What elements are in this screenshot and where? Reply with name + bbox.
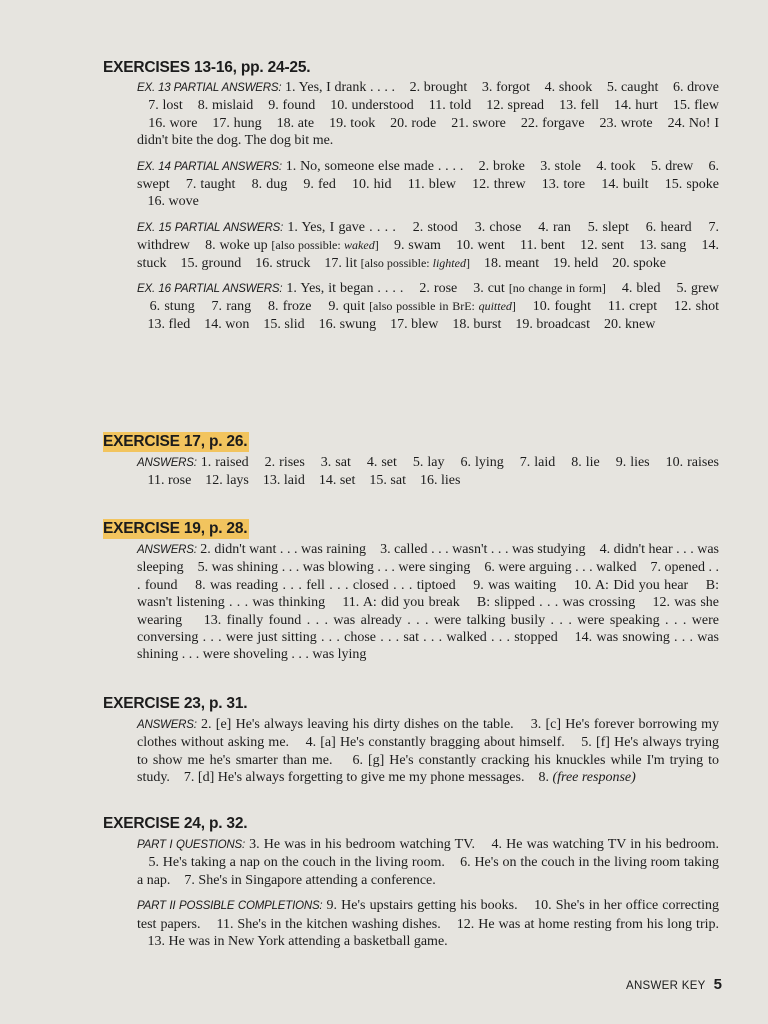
answer-lead: PART I QUESTIONS: [137, 839, 245, 851]
answer-segment: 10. fought 11. crept 12. shot 13. fled 14. won 15. slid 16. swung 17. blew 18. burst 19. broadcast 20. knew [137, 299, 719, 332]
answer-text [137, 542, 719, 662]
page-footer [0, 976, 722, 994]
answer-segment: [also possible in BrE: [369, 299, 479, 314]
answer-block [137, 541, 719, 664]
answer-lead: ANSWERS: [137, 719, 197, 731]
section-exercise-23 [103, 694, 719, 787]
answer-segment: 3. He was in his bedroom watching TV. 4. He was watching TV in his bedroom. 5. He's taking a nap on the couch in the living room. 6. He's on the couch in the living room taking a nap. 7. She's in Singapore attending a conference. [137, 837, 720, 888]
answer-segment: waked [344, 238, 375, 253]
section-heading: EXERCISE 19, p. 28. [103, 520, 248, 537]
answer-segment: 1. No, someone else made . . . . 2. broke 3. stole 4. took 5. drew 6. swept 7. taught 8. dug 9. fed 10. hid 11. blew 12. threw 13. tore 14. built 15. spoke 16. wove [137, 158, 720, 210]
answer-lead: PART II POSSIBLE COMPLETIONS: [137, 900, 323, 913]
answer-segment: ] [374, 238, 379, 253]
answer-block [137, 836, 719, 889]
answer-segment: 1. Yes, it began . . . . 2. rose 3. cut [286, 281, 509, 297]
answer-segment: quitted [478, 299, 512, 314]
answer-segment: 1. Yes, I drank . . . . 2. brought 3. forgot 4. shook 5. caught 6. drove 7. lost 8. mislaid 9. found 10. understood 11. told 12. spread 13. fell 14. hurt 15. flew 16. wore 17. hung 18. ate 19. took 20. rode 21. swore 22. forgave 23. wrote 24. No! I didn't bite the dog. The dog bit me. [137, 80, 720, 149]
page-number: 5 [713, 976, 722, 993]
section-exercise-24 [103, 814, 719, 950]
section-exercise-17 [103, 432, 719, 490]
footer-label: ANSWER KEY [625, 980, 706, 992]
answer-text [137, 455, 719, 488]
answer-segment: 18. meant 19. held 20. spoke [469, 255, 666, 271]
answer-segment: [also possible: [360, 255, 433, 270]
answer-segment: lighted [432, 255, 466, 270]
answer-segment: 9. swam 10. went 11. bent 12. sent 13. sang 14. stuck 15. ground 16. struck 17. lit [137, 238, 719, 271]
section-heading: EXERCISE 17, p. 26. [103, 433, 248, 450]
answer-block [137, 280, 719, 333]
answer-segment: 2. [e] He's always leaving his dirty dishes on the table. 3. [c] He's forever borrowing my clothes without asking me. 4. [a] He's constantly bragging about himself. 5. [f] He's always trying to show me he's smarter than me. 6. [g] He's constantly cracking his knuckles while I'm trying to study. 7. [d] He's always forgetting to give me my phone messages. 8. [137, 717, 719, 786]
answer-segment: 2. didn't want . . . was raining 3. called . . . wasn't . . . was studying 4. didn't hear . . . was sleeping 5. was shining . . . was blowing . . . were singing 6. were arguing . . . walked 7. opened . . . found 8. was reading . . . fell . . . closed . . . tiptoed 9. was waiting 10. A: Did you hear B: wasn't listening . . . was thinking 11. A: did you break B: slipped . . . was crossing 12. was she wearing 13. finally found . . . was already . . . were talking busily . . . were speaking . . . were conversing . . . were just sitting . . . chose . . . sat . . . walked . . . stopped 14. was snowing . . . was shining . . . were shoveling . . . was lying [137, 542, 720, 663]
answer-segment: 1. Yes, I gave . . . . 2. stood 3. chose 4. ran 5. slept 6. heard 7. withdrew 8. woke up [137, 219, 720, 254]
answer-lead: EX. 13 PARTIAL ANSWERS: [137, 82, 282, 94]
answer-segment: [also possible: [271, 238, 345, 253]
section-exercises-13-16 [103, 58, 719, 333]
answer-segment: 4. bled 5. grew 6. stung 7. rang 8. froze 9. quit [137, 281, 719, 315]
answer-block [137, 79, 719, 150]
answer-segment: ] [465, 255, 470, 270]
answer-block [137, 158, 719, 211]
answer-lead: ANSWERS: [137, 544, 197, 556]
answer-lead: ANSWERS: [137, 457, 197, 469]
answer-segment: (free response) [552, 770, 636, 786]
answer-block [137, 716, 719, 787]
section-heading: EXERCISE 24, p. 32. [103, 815, 248, 832]
answer-lead: EX. 15 PARTIAL ANSWERS: [137, 221, 284, 234]
answer-block [137, 897, 719, 950]
answer-segment: 1. raised 2. rises 3. sat 4. set 5. lay 6. lying 7. laid 8. lie 9. lies 10. raises 11. rose 12. lays 13. laid 14. set 15. sat 16. lies [137, 455, 719, 489]
section-heading: EXERCISE 23, p. 31. [103, 695, 248, 712]
answer-segment: [no change in form] [508, 281, 606, 296]
answer-segment: ] [511, 299, 516, 314]
answer-block [137, 454, 719, 490]
section-heading: EXERCISES 13-16, pp. 24-25. [103, 59, 311, 76]
answer-segment: 9. He's upstairs getting his books. 10. She's in her office correcting test papers. 11. She's in the kitchen washing dishes. 12. He was at home resting from his long trip. 13. He was in New York attending a basketball game. [137, 898, 720, 950]
answer-block [137, 219, 719, 272]
section-exercise-19 [103, 519, 719, 664]
answer-lead: EX. 14 PARTIAL ANSWERS: [137, 160, 282, 173]
answer-text [137, 717, 719, 785]
answer-lead: EX. 16 PARTIAL ANSWERS: [137, 283, 283, 296]
